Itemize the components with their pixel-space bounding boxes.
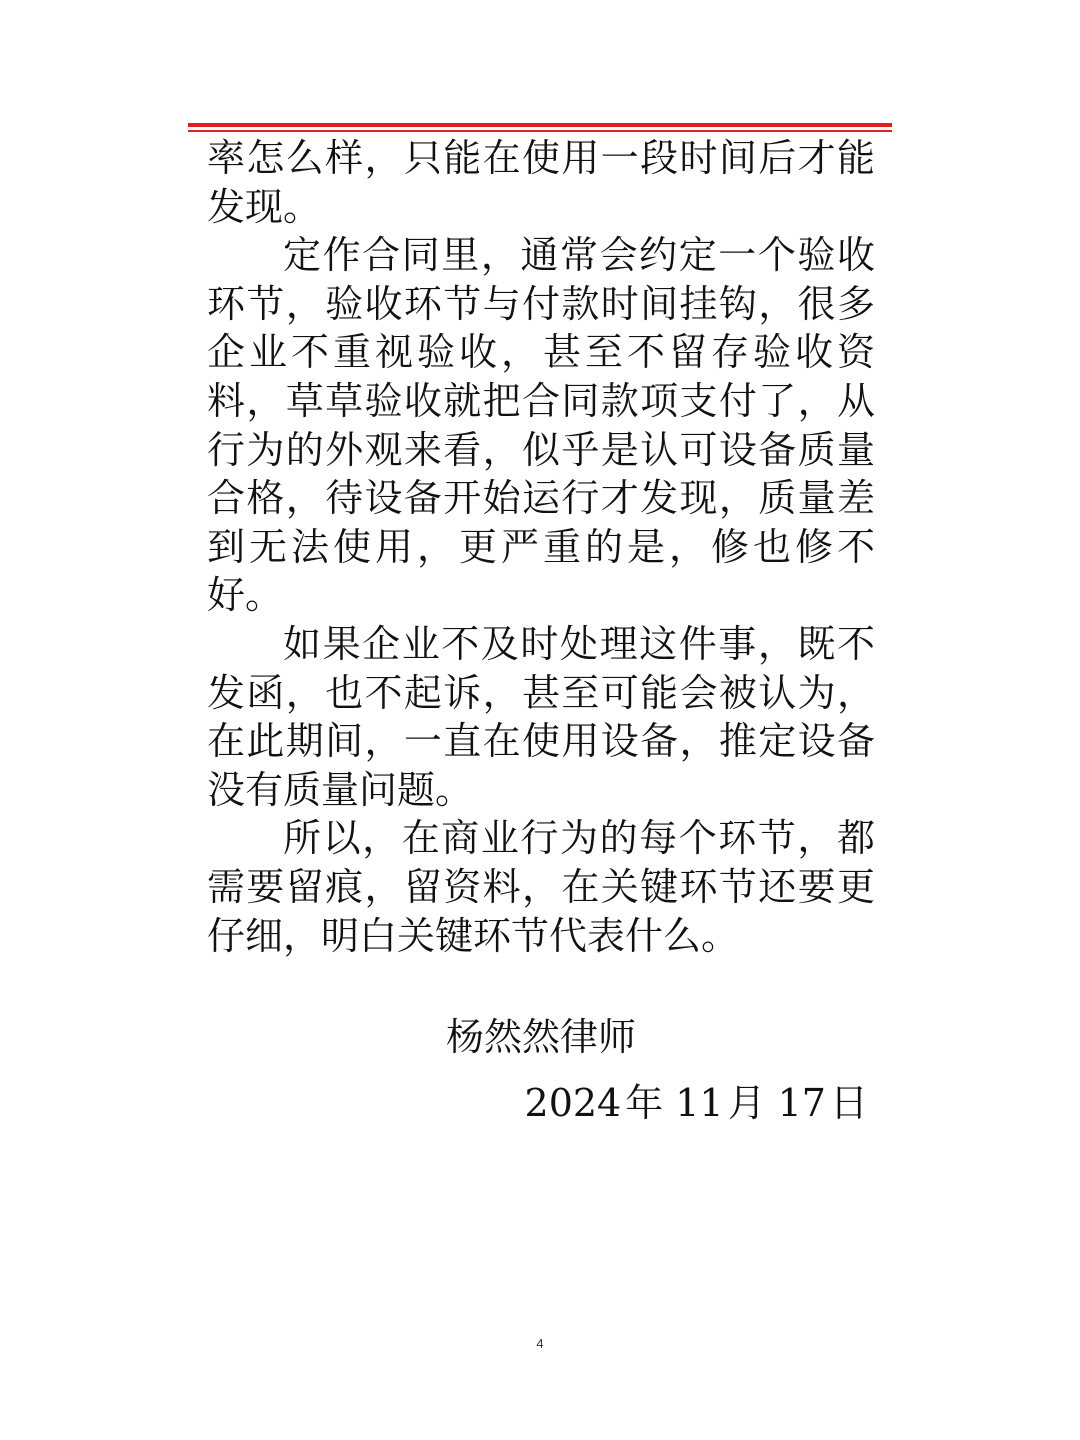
date-day-unit: 日 [829,1081,868,1125]
body-paragraph: 所以，在商业行为的每个环节，都需要留痕，留资料，在关键环节还要更仔细，明白关键环节代表什么。 [207,816,875,958]
header-red-rule-thin [188,130,892,132]
date-month: 11 [675,1081,724,1125]
body-paragraph: 率怎么样，只能在使用一段时间后才能发现。 [207,136,875,229]
signature-name: 杨然然律师 [446,1015,637,1059]
header-red-rule-thick [188,123,892,127]
page-number: 4 [536,1336,544,1351]
date-month-unit: 月 [727,1081,766,1125]
body-paragraph: 如果企业不及时处理这件事，既不发函，也不起诉，甚至可能会被认为，在此期间，一直在使用设备，推定设备没有质量问题。 [207,621,875,812]
date-year: 2024 [524,1081,622,1125]
signature-date [521,1078,868,1128]
body-paragraph: 定作合同里，通常会约定一个验收环节，验收环节与付款时间挂钩，很多企业不重视验收，甚至不留存验收资料，草草验收就把合同款项支付了，从行为的外观来看，似乎是认可设备质量合格，待设备开始运行才发现，质量差到无法使用，更严重的是，修也修不好。 [207,233,875,618]
date-year-unit: 年 [625,1081,664,1125]
date-day: 17 [777,1081,826,1125]
body-text [207,134,875,960]
